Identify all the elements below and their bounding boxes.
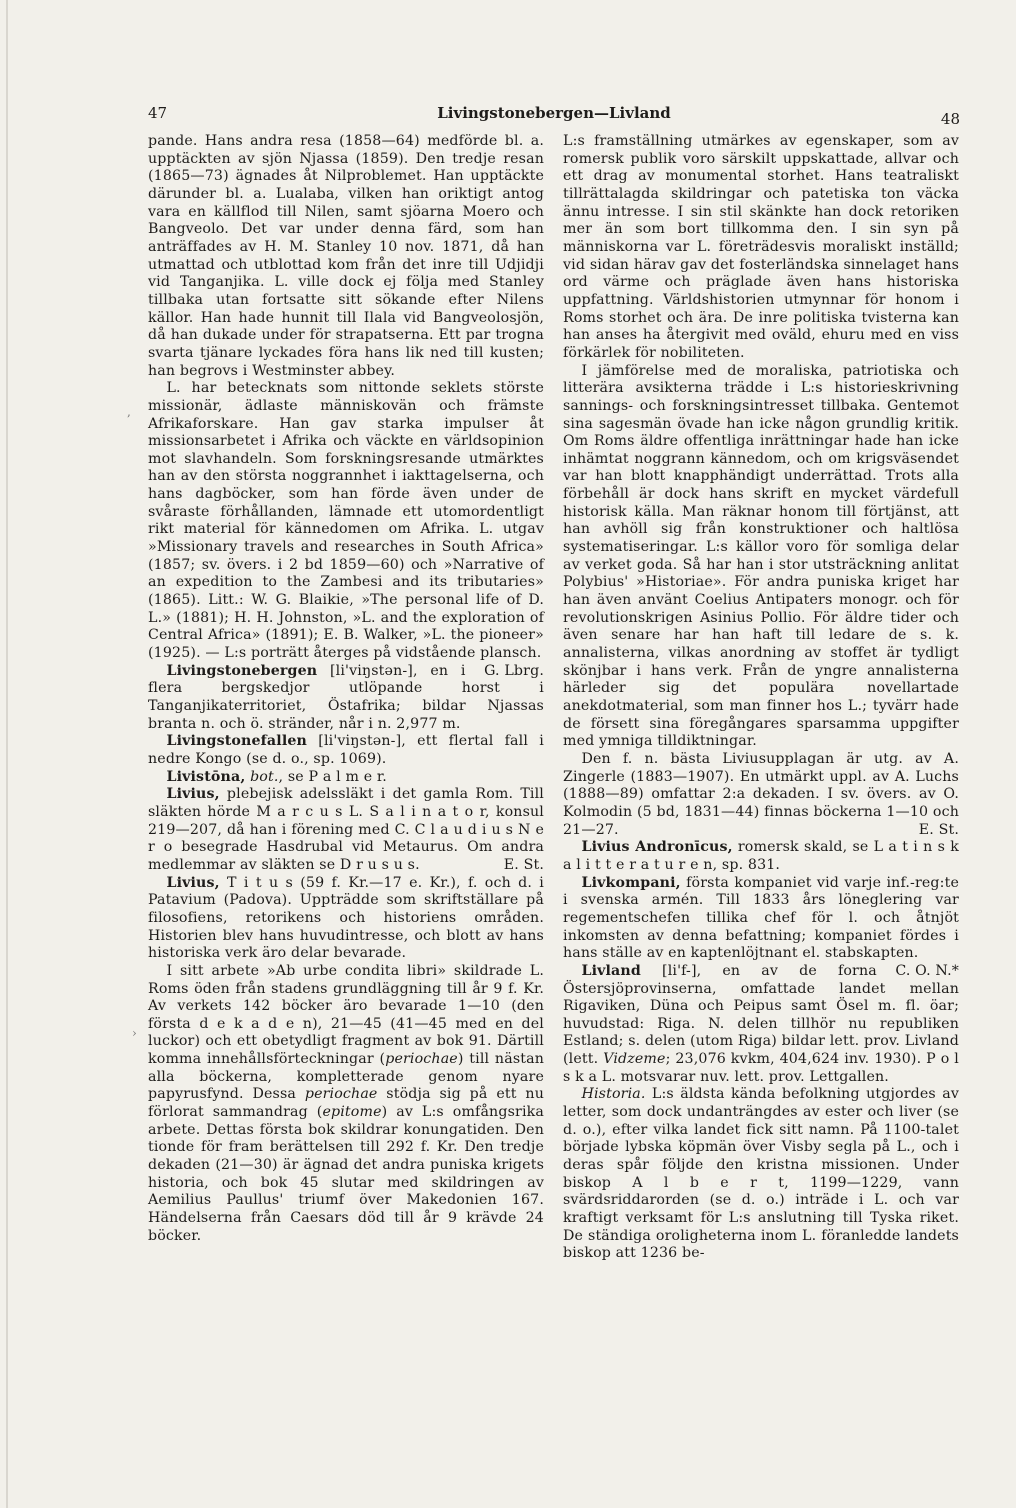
paragraph-text: L:s äldsta kända befolkning utgjordes av letter, som dock undanträngdes av ester och liver (se d. o.), efter vilka landet fick sitt namn. På 1100-talet började lybska köpmän över Visby segla på L., och i deras spår följde den kristna missionen. Under biskop A l b e r t, 1199—1229, vann svärdsriddarorden (se d. o.) inträde i L. och var kraftigt verksamt för L:s anslutning till Tyska riket. De ständiga oroligheterna inom L. föranledde landets biskop att 1236 be- xyxy=(563,1086,959,1262)
entry-text: [li'f-], en av de forna Östersjöprovinserna, omfattade landet mellan Rigaviken, Düna och Peipus samt Ösel m. fl. öar; huvudstad: Riga. N. delen tillhör nu republiken Estland; s. delen (utom Riga) bildar lett. prov. Livland (lett. xyxy=(563,962,959,1068)
paragraph-text: ) av L:s omfångsrika arbete. Dettas första bok skildrar konungatiden. Den tionde för fram berättelsen till 292 f. Kr. Den tredje dekaden (21—30) är ägnad det andra puniska krigets historia, och bok 45 slutar med skildringen av Aemilius Paullus' triumf över Makedonien 167. Händelserna från Caesars död till år 9 krävde 24 böcker. xyxy=(148,1104,544,1244)
entry-text: T i t u s (59 f. Kr.—17 e. Kr.), f. och d. i Patavium (Padova). Uppträdde som skriftställare på filosofiens, retorikens och historiens områden. Historien blev hans huvudintresse, och blott av hans historiska verk äro delar bevarade. xyxy=(148,874,544,962)
paragraph-text: L. har betecknats som nittonde seklets störste missionär, ädlaste människovän och främste Afrikaforskare. Han gav starka impulser åt missionsarbetet i Afrika och väckte en världsopinion mot slavhandeln. Som forskningsresande utmärktes han av den största noggrannhet i iakttagelserna, och hans dagböcker, som han förde även under de svåraste förhållanden, lämnade ett utomordentligt rikt material för kännedomen om Afrika. L. utgav »Missionary travels and researches in South Africa» (1857; sv. övers. i 2 bd 1859—60) och »Narrative of an expedition to the Zambesi and its tributaries» (1865). Litt.: W. G. Blaikie, »The personal life of D. L.» (1881); H. H. Johnston, »L. and the exploration of Central Africa» (1891); E. B. Walker, »L. the pioneer» (1925). — L:s porträtt återges på vidstående plansch. xyxy=(148,380,544,662)
paragraph-text: Den f. n. bästa Liviusupplagan är utg. av A. Zingerle (1883—1907). En utmärkt uppl. av A. Luchs (1888—89) omfattar 2:a dekaden. I sv. övers. av O. Kolmodin (5 bd, 1831—44) finnas böckerna 1—10 och 21—27. xyxy=(563,750,959,838)
headword: Livkompani, xyxy=(581,874,681,891)
headword: Livius Andronīcus, xyxy=(581,839,733,856)
author-signature: E. St. xyxy=(918,821,959,838)
margin-mark: , xyxy=(127,405,131,419)
entry-livius-family xyxy=(148,786,544,874)
entry-text: , se P a l m e r. xyxy=(278,768,387,785)
headword: Livistōna, xyxy=(166,768,246,785)
author-signature: C. O. N.* xyxy=(895,962,959,979)
headword: Livius, xyxy=(166,786,220,803)
headword: Livingstonebergen xyxy=(166,662,318,679)
paragraph xyxy=(148,963,544,1246)
paragraph-text: stödja sig på ett nu förlorat sammandrag ( xyxy=(148,1086,544,1121)
entry-livland xyxy=(563,963,959,1087)
paragraph: I jämförelse med de moraliska, patriotiska och litterära avsikterna trädde i L:s historieskrivning sannings- och forskningsintresset tillbaka. Gentemot sina sagesmän övade han icke någon grundlig kritik. Om Roms äldre offentliga inrättningar hade han icke inhämtat noggrann kännedom, och om krigsväsendet var han blott knapphändigt underrättad. Trots alla förbehåll är dock hans skrift en mycket värdefull historisk källa. Man räknar honom till förtjänst, att han avhöll sig från konstruktioner och haltlösa systematiseringar. L:s källor voro för somliga delar av verket goda. Så har han i stor utsträckning anlitat Polybius' »Historiae». För andra puniska kriget har han även använt Coelius Antipaters monogr. och för revolutionskrigen Asinius Pollio. För äldre tider och även senare har han haft till ledare de s. k. annalisterna, vilkas anordning av stoffet är tydligt skönjbar i hans verk. Från de yngre annalisterna härleder sig det populära novellartade anekdotmaterial, som man finner hos L.; tyvärr hade de försett sina föregångares sparsamma uppgifter med ymniga tilldiktningar. xyxy=(563,362,959,750)
paragraph-text: ) till nästan alla böckerna, kompletterade genom nyare papyrusfynd. Dessa xyxy=(148,1051,544,1103)
italic-term: periochae xyxy=(385,1051,458,1068)
headword: Livland xyxy=(581,962,641,979)
entry-livistona xyxy=(148,769,544,787)
section-label: Historia. xyxy=(581,1086,646,1103)
entry-text: [li'viŋstən-], ett flertal fall i nedre Kongo (se d. o., sp. 1069). xyxy=(148,733,544,767)
entry-text: [li'viŋstən-], en i flera bergskedjor utlöpande horst i Tanganjikaterritoriet, Östafrika; bildar Njassas branta n. och ö. stränder, når i n. 2,977 m. xyxy=(148,662,544,732)
paragraph xyxy=(563,751,959,839)
paragraph-text: I sitt arbete »Ab urbe condita libri» skildrade L. Roms öden från stadens grundläggning till år 9 f. Kr. Av verkets 142 böcker äro bevarade 1—10 (den första d e k a d e n), 21—45 (41—45 med en del luckor) och ett obetydligt fragment av bok 91. Därtill komma innehållsförteckningar ( xyxy=(148,962,544,1068)
italic-term: periochae xyxy=(304,1086,378,1103)
entry-livius-titus xyxy=(148,875,544,963)
running-title: Livingstonebergen—Livland xyxy=(437,104,671,122)
margin-mark: › xyxy=(132,1026,137,1040)
left-column xyxy=(148,133,544,1245)
author-signature: G. Lbrg. xyxy=(484,662,544,679)
author-signature: E. St. xyxy=(503,856,544,873)
entry-text: plebejisk adelssläkt i det gamla Rom. Till släkten hörde M a r c u s L. S a l i n a t o r, konsul 219—207, då han i förening med C. C l a u d i u s N e r o besegrade Hasdrubal vid Metaurus. Om andra medlemmar av släkten se D r u s u s. xyxy=(148,786,544,873)
paragraph xyxy=(563,1086,959,1263)
entry-text: ; 23,076 kvkm, 404,624 inv. 1930). P o l s k a L. motsvarar nuv. lett. prov. Lettgallen. xyxy=(563,1051,959,1085)
entry-text: första kompaniet vid varje inf.-reg:te i svenska armén. Till 1833 års löneglering var regementschefen tillika chef för l. och åtnjöt inkomsten av denna befattning; kompaniet fördes i hans ställe av en kaptenlöjtnant el. stabskapten. xyxy=(563,874,959,962)
headword: Livingstonefallen xyxy=(166,733,307,750)
page-number-right: 48 xyxy=(940,110,960,128)
paragraph: L:s framställning utmärkes av egenskaper, som av romersk publik voro särskilt uppskattade, allvar och ett drag av monumental storhet. Hans teatraliskt tillrättalagda skildringar och patetiska ton väcka ännu intresse. I sin stil skänkte han dock retoriken mer än som bort tillkomma den. I sin syn på människorna var L. företrädesvis moraliskt inställd; vid sidan härav gav det fosterländska sinnelaget hans ord värme och präglade även hans historiska uppfattning. Världshistorien utmynnar för honom i Roms storhet och ära. De inre politiska tvisterna kan han anses ha återgivit med oväld, ehuru med en viss förkärlek för nobiliteten. xyxy=(563,133,959,361)
running-header xyxy=(148,104,960,128)
abbreviation: bot. xyxy=(250,768,279,785)
scan-edge xyxy=(6,0,8,1508)
italic-term: Vidzeme xyxy=(603,1051,666,1068)
paragraph: pande. Hans andra resa (1858—64) medförde bl. a. upptäckten av sjön Njassa (1859). Den tredje resan (1865—73) ägnades åt Nilproblemet. Han upptäckte därunder bl. a. Lualaba, vilken han oriktigt antog vara en källflod till Nilen, samt sjöarna Moero och Bangveolo. Det var under denna färd, som han anträffades av H. M. Stanley 10 nov. 1871, då han utmattad och utblottad kom från det inre till Udjidji vid Tanganjika. L. ville dock ej följa med Stanley tillbaka utan fortsatte sitt sökande efter Nilens källor. Han hade hunnit till Ilala vid Bangveolosjön, då han dukade under för strapatserna. Ett par trogna svarta tjänare lyckades föra hans lik ned till kusten; han begrovs i Westminster abbey. xyxy=(148,133,544,379)
headword: Livius, xyxy=(166,874,220,891)
page-number-left: 47 xyxy=(148,104,168,122)
entry-livius-andronicus xyxy=(563,839,959,874)
entry-text: romersk skald, se L a t i n s k a l i t t e r a t u r e n, sp. 831. xyxy=(563,839,959,873)
entry-livingstonefallen xyxy=(148,733,544,768)
right-column xyxy=(563,133,959,1263)
italic-term: epitome xyxy=(322,1104,382,1121)
